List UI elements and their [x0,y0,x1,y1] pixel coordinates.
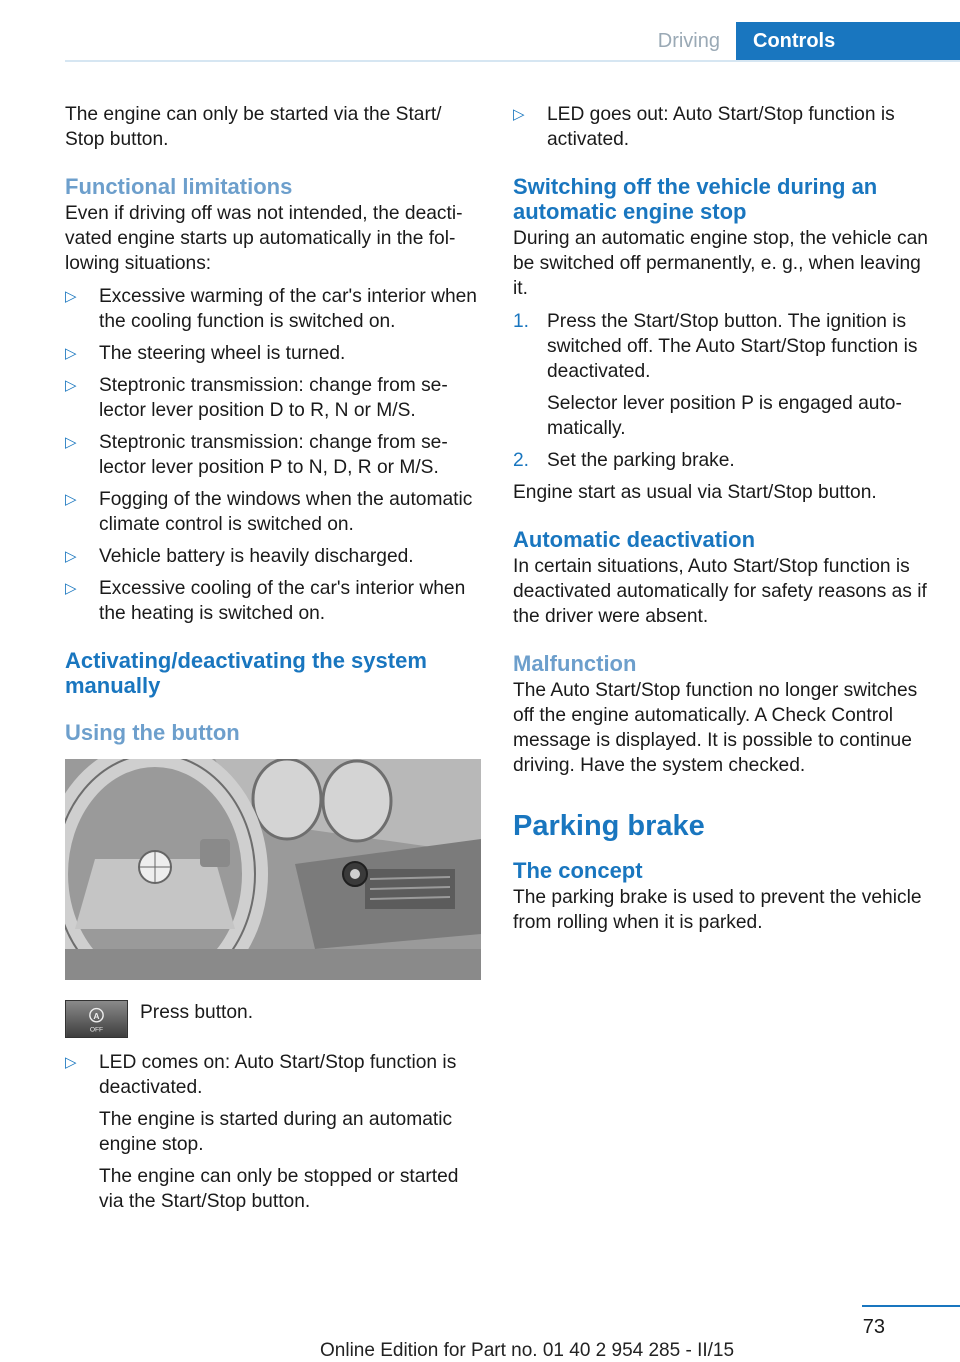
list-item: ▷ Steptronic transmission: change from selector lever position P to N, D, R or M/S. [65,432,448,478]
list-item: ▷ LED comes on: Auto Start/Stop function is deactivated. The engine is started during an automatic engine stop. The engine can only be stopped or started via the Start/Stop button. [65,1052,459,1212]
list-item: ▷ LED goes out: Auto Start/Stop function is activated. [513,104,895,150]
led-out-list [513,102,933,152]
malfunction-text: The Auto Start/Stop function no longer switches off the engine automatically. A Check Control message is displayed. It is possible to continue driving. Have the system checked. [513,680,918,776]
switching-off-heading: Switching off the vehicle during an automatic engine stop [513,174,878,224]
activating-heading: Activating/deactivating the system manually [65,648,427,698]
footer-rule [862,1305,960,1307]
triangle-bullet-icon: ▷ [513,106,525,123]
triangle-bullet-icon: ▷ [65,434,77,451]
dashboard-photo [65,759,481,980]
concept-text: The parking brake is used to prevent the vehicle from rolling when it is parked. [513,887,922,933]
functional-limitations-text: Even if driving off was not intended, the deactivated engine starts up automatically in the following situations: [65,203,463,274]
header-tab: Controls [736,22,960,62]
using-button-heading: Using the button [65,720,240,745]
list-item: ▷ Vehicle battery is heavily discharged. [65,546,414,567]
triangle-bullet-icon: ▷ [65,548,77,565]
step-number: 2. [513,450,530,471]
functional-limitations-list [65,284,481,626]
list-item: ▷ Excessive cooling of the car's interior when the heating is switched on. [65,578,466,624]
list-item: ▷ Steptronic transmission: change from selector lever position D to R, N or M/S. [65,375,448,421]
intro-paragraph: The engine can only be started via the Start/ Stop button. [65,104,442,150]
triangle-bullet-icon: ▷ [65,377,77,394]
automatic-deactivation-text: In certain situations, Auto Start/Stop function is deactivated automatically for safety reasons as if the driver were absent. [513,556,927,627]
automatic-deactivation-heading: Automatic deactivation [513,527,756,552]
list-item: ▷ Fogging of the windows when the automatic climate control is switched on. [65,489,473,535]
off-label: OFF [89,1026,104,1034]
press-button-text: Press button. [140,1002,254,1023]
concept-heading: The concept [513,858,643,883]
edition-footer: Online Edition for Part no. 01 40 2 954 285 - II/15 [320,1340,735,1361]
svg-text:A: A [93,1011,100,1021]
triangle-bullet-icon: ▷ [65,580,77,597]
led-on-list [65,1050,481,1214]
list-item: 2. Set the parking brake. [513,450,735,471]
icon-row [65,1000,481,1042]
triangle-bullet-icon: ▷ [65,345,77,362]
left-column [65,102,481,1214]
header-rule [65,60,960,62]
list-item: ▷ Excessive warming of the car's interior when the cooling function is switched on. [65,286,477,332]
page-number: 73 [862,1316,885,1338]
malfunction-heading: Malfunction [513,651,637,676]
triangle-bullet-icon: ▷ [65,1054,77,1071]
switching-off-steps [513,309,933,473]
functional-limitations-heading: Functional limitations [65,174,293,199]
right-column [513,102,933,935]
triangle-bullet-icon: ▷ [65,288,77,305]
step-number: 1. [513,311,530,332]
auto-start-stop-off-icon [65,1000,128,1038]
engine-start-text: Engine start as usual via Start/Stop button. [513,482,877,503]
header-section: Driving [657,30,720,52]
parking-brake-heading: Parking brake [513,810,705,842]
list-item: ▷ The steering wheel is turned. [65,343,346,364]
triangle-bullet-icon: ▷ [65,491,77,508]
switching-off-text: During an automatic engine stop, the vehicle can be switched off permanently, e. g., when leaving it. [513,228,928,299]
list-item: 1. Press the Start/Stop button. The ignition is switched off. The Auto Start/Stop function is deactivated. Selector lever position P is engaged automatically. [513,311,918,439]
